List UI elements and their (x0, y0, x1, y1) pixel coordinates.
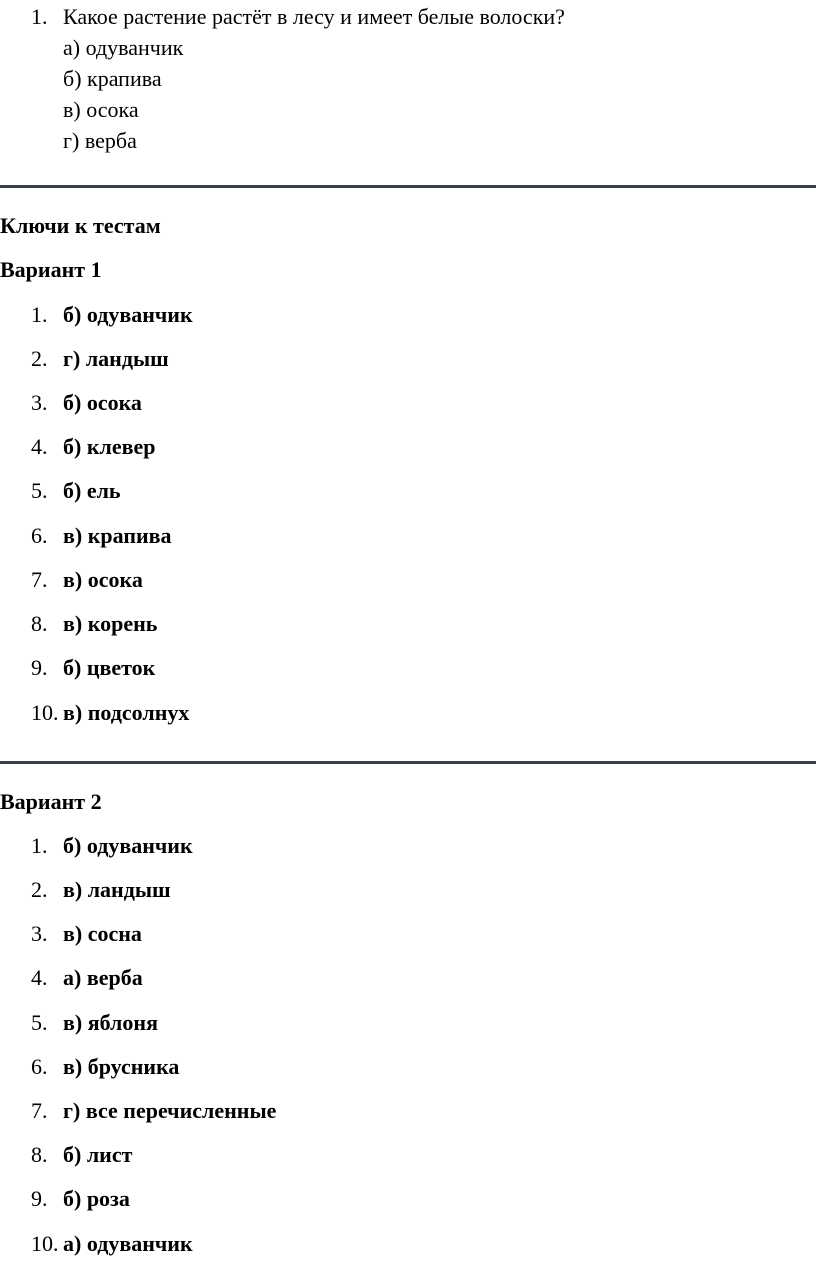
answer-number: 7. (31, 567, 48, 592)
answer-text: а) одуванчик (63, 1231, 193, 1256)
answer-text: б) клевер (63, 434, 156, 459)
answer-text: в) ландыш (63, 877, 171, 902)
answer-number: 8. (31, 611, 48, 636)
answer-text: б) одуванчик (63, 833, 193, 858)
question-text: Какое растение растёт в лесу и имеет белые волоски? (63, 4, 565, 29)
answer-number: 10. (31, 1231, 59, 1256)
question-number: 1. (31, 4, 48, 29)
divider (0, 185, 816, 188)
answer-number: 2. (31, 877, 48, 902)
variant1-title: Вариант 1 (0, 257, 102, 282)
answer-text: б) роза (63, 1186, 130, 1211)
answer-number: 1. (31, 833, 48, 858)
question-option: б) крапива (63, 66, 162, 91)
answer-text: в) подсолнух (63, 700, 190, 725)
answer-number: 9. (31, 655, 48, 680)
answer-text: в) осока (63, 567, 143, 592)
answer-number: 3. (31, 921, 48, 946)
answer-number: 5. (31, 1010, 48, 1035)
answer-text: в) корень (63, 611, 158, 636)
answer-number: 9. (31, 1186, 48, 1211)
answer-number: 7. (31, 1098, 48, 1123)
answer-number: 6. (31, 523, 48, 548)
answer-text: в) крапива (63, 523, 172, 548)
answer-text: в) сосна (63, 921, 142, 946)
variant2-title: Вариант 2 (0, 789, 102, 814)
answer-number: 5. (31, 478, 48, 503)
answer-number: 4. (31, 965, 48, 990)
answer-number: 6. (31, 1054, 48, 1079)
answer-number: 3. (31, 390, 48, 415)
answer-number: 4. (31, 434, 48, 459)
answer-text: в) брусника (63, 1054, 180, 1079)
answer-number: 2. (31, 346, 48, 371)
divider (0, 761, 816, 764)
answer-text: а) верба (63, 965, 143, 990)
answer-text: б) одуванчик (63, 302, 193, 327)
answer-text: г) все перечисленные (63, 1098, 277, 1123)
answer-text: б) осока (63, 390, 142, 415)
answer-text: б) лист (63, 1142, 133, 1167)
question-option: г) верба (63, 128, 137, 153)
answer-text: г) ландыш (63, 346, 169, 371)
answer-number: 1. (31, 302, 48, 327)
keys-title: Ключи к тестам (0, 213, 161, 238)
answer-text: б) цветок (63, 655, 156, 680)
answer-text: в) яблоня (63, 1010, 158, 1035)
question-option: в) осока (63, 97, 139, 122)
answer-number: 10. (31, 700, 59, 725)
question-option: а) одуванчик (63, 35, 184, 60)
answer-text: б) ель (63, 478, 121, 503)
answer-number: 8. (31, 1142, 48, 1167)
